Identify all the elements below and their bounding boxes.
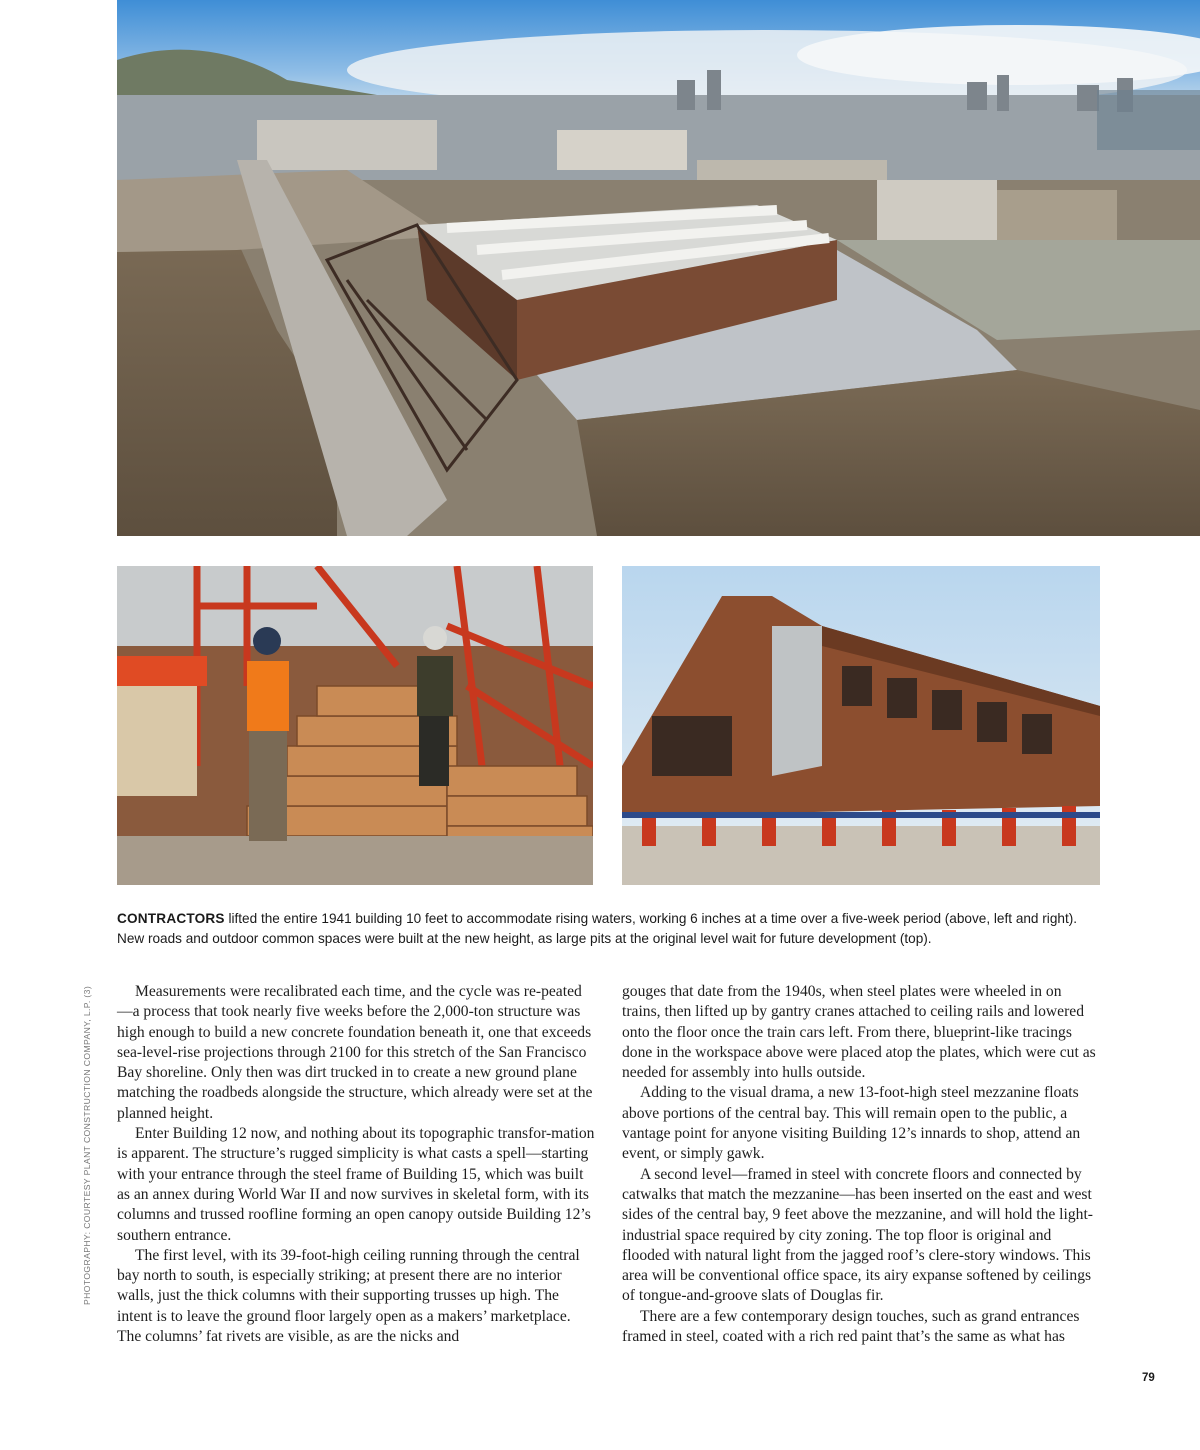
- caption-lead: CONTRACTORS: [117, 911, 225, 926]
- paragraph: Adding to the visual drama, a new 13-foot-high steel mezzanine floats above portions of the central bay. This will remain open to the public, a vantage point for anyone visiting Building 12’s innards to shop, attend an event, or simply gawk.: [622, 1084, 1081, 1163]
- article-column-right: [622, 982, 1100, 1347]
- photo-credit: PHOTOGRAPHY: COURTESY PLANT CONSTRUCTION COMPANY, L.P. (3): [82, 985, 92, 1305]
- paragraph: There are a few contemporary design touches, such as grand entrances framed in steel, coated with a rich red paint that’s the same as what has: [622, 1307, 1080, 1346]
- article-column-left: [117, 982, 595, 1347]
- page-number: 79: [1142, 1372, 1155, 1384]
- workers-cribbing-photo: [117, 566, 593, 885]
- paragraph: Measurements were recalibrated each time, and the cycle was re-peated—a process that took nearly five weeks before the 2,000-ton structure was high enough to build a new concrete foundation beneath it, one that exceeds sea-level-rise projections through 2100 for this stretch of the San Francisco Bay shoreline. Only then was dirt trucked in to create a new ground plane matching the roadbeds alongside the structure, which already were set at the planned height.: [117, 983, 593, 1122]
- aerial-site-photo: [117, 0, 1200, 536]
- aerial-site-illustration: [117, 0, 1200, 536]
- workers-cribbing-illustration: [117, 566, 593, 885]
- paragraph: gouges that date from the 1940s, when steel plates were wheeled in on trains, then lifted up by gantry cranes attached to ceiling rails and lowered onto the floor once the train cars left. From there, blueprint-like tracings done in the workspace above were placed atop the plates, which were cut as needed for assembly into hulls outside.: [622, 983, 1096, 1082]
- caption-text: lifted the entire 1941 building 10 feet to accommodate rising waters, working 6 inches at a time over a five-week period (above, left and right). New roads and outdoor common spaces were built at the new height, as large pits at the original level wait for future development (top).: [117, 911, 1078, 946]
- raised-building-photo: [622, 566, 1100, 885]
- raised-building-illustration: [622, 566, 1100, 885]
- paragraph: Enter Building 12 now, and nothing about its topographic transfor-mation is apparent. The structure’s rugged simplicity is what casts a spell—starting with your entrance through the steel frame of Building 15, which was built as an annex during World War II and now survives in skeletal form, with its columns and trussed roofline forming an open canopy outside Building 12’s southern entrance.: [117, 1125, 595, 1244]
- photo-caption: [117, 909, 1107, 949]
- paragraph: A second level—framed in steel with concrete floors and connected by catwalks that match the mezzanine—has been inserted on the east and west sides of the central bay, 9 feet above the mezzanine, and will hold the light-industrial space required by city zoning. The top floor is original and flooded with natural light from the jagged roof’s clere-story windows. This area will be conventional office space, its airy expanse softened by ceilings of tongue-and-groove slats of Douglas fir.: [622, 1165, 1093, 1305]
- paragraph: The first level, with its 39-foot-high ceiling running through the central bay north to south, is especially striking; at present there are no interior walls, just the thick columns with their supporting trusses up high. The intent is to leave the ground floor largely open as a makers’ marketplace. The columns’ fat rivets are visible, as are the nicks and: [117, 1246, 580, 1346]
